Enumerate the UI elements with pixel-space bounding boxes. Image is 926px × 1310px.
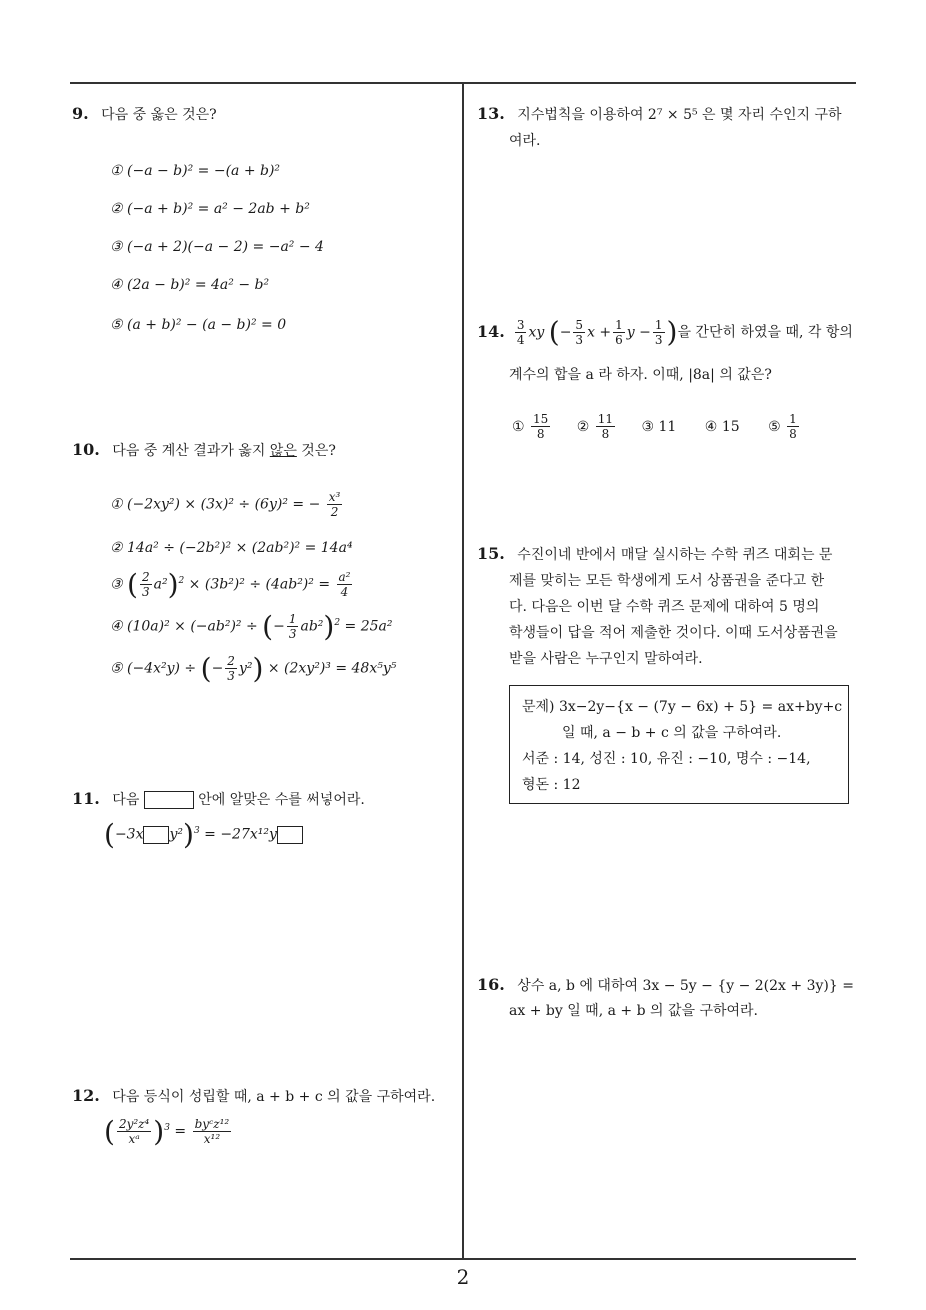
fraction [193, 1117, 232, 1146]
denominator: 4 [516, 333, 525, 347]
exponent: 2 [178, 575, 185, 586]
q9-option-3[interactable]: ③ (−a + 2)(−a − 2) = −a² − 4 [110, 239, 324, 255]
term: xy [528, 324, 545, 341]
fraction [787, 412, 799, 441]
exponent: 2 [334, 617, 341, 628]
numerator: 15 [533, 412, 549, 426]
denominator: 3 [227, 669, 235, 683]
denominator: xᵃ [128, 1132, 140, 1146]
option-text: ④ (10a)² × (−ab²)² ÷ [110, 618, 263, 635]
right-paren: ) [323, 610, 335, 643]
q9-option-5[interactable]: ⑤ (a + b)² − (a − b)² = 0 [110, 317, 287, 333]
q14-option-3[interactable] [642, 419, 677, 435]
left-paren: ( [104, 818, 115, 851]
q9-option-2[interactable]: ② (−a + b)² = a² − 2ab + b² [110, 201, 310, 217]
question-line-1: 지수법칙을 이용하여 2⁷ × 5⁵ 은 몇 자리 수인지 구하 [517, 107, 842, 123]
denominator: 3 [288, 627, 297, 641]
question-line-1: 상수 a, b 에 대하여 3x − 5y − {y − 2(2x + 3y)} = [517, 978, 854, 994]
right-paren: ) [167, 568, 179, 601]
fraction [225, 654, 237, 683]
eq-left: −3x [114, 826, 144, 843]
option-label: ② [576, 418, 590, 435]
numerator: 1 [654, 318, 663, 332]
fraction [287, 612, 299, 641]
question-number: 11. [72, 789, 100, 808]
numerator: a² [338, 570, 351, 584]
numerator: 1 [615, 318, 623, 332]
denominator: 3 [141, 585, 150, 599]
fraction [117, 1117, 151, 1146]
fraction [596, 412, 615, 441]
eq-mid: y² [169, 826, 184, 843]
q14-option-4[interactable] [705, 419, 740, 435]
question-11 [72, 786, 365, 813]
q14-option-5[interactable] [768, 412, 801, 441]
q10-option-5[interactable] [110, 652, 396, 685]
denominator: 8 [601, 427, 610, 441]
q10-option-4[interactable] [110, 610, 392, 643]
question-number: 14. [477, 321, 505, 341]
question-text-before: 다음 [112, 792, 140, 808]
left-paren: ( [200, 652, 212, 685]
tail: × (2xy²)³ = 48x⁵y⁵ [263, 660, 397, 677]
term: y − [626, 324, 651, 341]
question-9 [72, 101, 217, 128]
sign: − [211, 660, 224, 677]
question-15-line-3: 다. 다음은 이번 달 수학 퀴즈 문제에 대하여 5 명의 [509, 599, 820, 615]
q14-option-1[interactable] [512, 412, 552, 441]
box-line-3: 서준 : 14, 성진 : 10, 유진 : −10, 명수 : −14, [522, 751, 811, 767]
question-15-line-2: 제를 맞히는 모든 학생에게 도서 상품권을 준다고 한 [509, 573, 825, 589]
bottom-rule [70, 1258, 856, 1260]
option-value: 15 [721, 418, 740, 435]
question-10 [72, 437, 336, 464]
option-text: ⑤ (−4x²y) ÷ [110, 660, 201, 677]
numerator: 5 [575, 318, 584, 332]
answer-blank-box[interactable] [144, 791, 194, 809]
sign: − [273, 618, 285, 635]
denominator: 4 [340, 585, 349, 599]
denominator: x¹² [203, 1132, 221, 1146]
option-label: ③ [641, 418, 655, 435]
denominator: 6 [615, 333, 623, 347]
right-paren: ) [153, 1115, 165, 1148]
question-number: 16. [477, 975, 505, 994]
fraction [531, 412, 550, 441]
question-line-1: 수진이네 반에서 매달 실시하는 수학 퀴즈 대회는 문 [517, 547, 833, 563]
q9-option-4[interactable]: ④ (2a − b)² = 4a² − b² [110, 277, 270, 293]
equals: = [174, 1123, 191, 1140]
numerator: x³ [328, 490, 341, 504]
denominator: 8 [789, 427, 797, 441]
q10-option-2[interactable]: ② 14a² ÷ (−2b²)² × (2ab²)² = 14a⁴ [110, 540, 353, 556]
question-number: 15. [477, 544, 505, 563]
exponent: 3 [164, 1122, 170, 1133]
question-text-before: 다음 중 계산 결과가 옳지 [112, 443, 270, 459]
denominator: 3 [654, 333, 663, 347]
page-number: 2 [456, 1265, 470, 1289]
option-value: 11 [658, 418, 677, 435]
numerator: 2 [141, 570, 150, 584]
question-line-1-tail: 을 간단히 하였을 때, 각 항의 [677, 324, 853, 341]
question-number: 13. [477, 104, 505, 123]
option-label: ④ [704, 418, 718, 435]
term: x + [587, 324, 612, 341]
right-paren: ) [252, 652, 264, 685]
right-paren: ) [183, 818, 194, 851]
q11-equation [104, 818, 303, 851]
option-label: ① [512, 418, 525, 435]
option-label: ⑤ [768, 418, 781, 435]
question-13-line-2: 여라. [509, 133, 541, 149]
tail: = 25a² [340, 618, 393, 635]
question-16 [477, 972, 854, 999]
numerator: 1 [288, 612, 297, 626]
tail: × (3b²)² ÷ (4ab²)² = [184, 576, 335, 593]
numerator: 11 [597, 412, 614, 426]
question-text-after: 안에 알맞은 수를 써넣어라. [198, 792, 365, 808]
question-16-line-2: ax + by 일 때, a + b 의 값을 구하여라. [509, 1003, 759, 1019]
numerator: 3 [516, 318, 525, 332]
question-number: 10. [72, 440, 100, 459]
q10-option-3[interactable] [110, 568, 354, 601]
question-text-after: 것은? [296, 443, 336, 459]
question-text: 다음 등식이 성립할 때, a + b + c 의 값을 구하여라. [112, 1089, 436, 1105]
q14-option-2[interactable] [576, 412, 617, 441]
question-13 [477, 101, 842, 128]
box-line-2: 일 때, a − b + c 의 값을 구하여라. [562, 725, 782, 741]
term: y² [238, 660, 253, 677]
numerator: byᶜz¹² [194, 1117, 230, 1131]
problem-box [509, 685, 849, 804]
left-paren: ( [127, 568, 138, 601]
question-14-line-2: 계수의 합을 a 라 하자. 이때, |8a| 의 값은? [509, 367, 772, 383]
q14-options [512, 412, 801, 441]
question-15-line-4: 학생들이 답을 적어 제출한 것이다. 이때 도서상품권을 [509, 625, 838, 641]
numerator: 2y²z⁴ [118, 1117, 150, 1131]
box-line-4: 형돈 : 12 [522, 777, 581, 793]
column-divider [462, 82, 464, 1260]
left-paren: ( [548, 315, 560, 349]
answer-blank-box-2[interactable] [277, 826, 303, 844]
fraction [327, 490, 343, 519]
answer-blank-box-1[interactable] [143, 826, 169, 844]
sign: − [559, 324, 572, 341]
option-text: ① (−2xy²) × (3x)² ÷ (6y)² = − [110, 496, 321, 513]
denominator: 2 [330, 505, 339, 519]
exponent: 3 [193, 825, 200, 836]
left-paren: ( [262, 610, 274, 643]
fraction [573, 318, 585, 347]
term: ab² [300, 618, 324, 635]
fraction [337, 570, 353, 599]
box-line-1: 문제) 3x−2y−{x − (7y − 6x) + 5} = ax+by+c [522, 699, 843, 715]
question-number: 12. [72, 1086, 100, 1105]
q9-option-1[interactable]: ① (−a − b)² = −(a + b)² [110, 163, 281, 179]
question-14 [477, 315, 853, 349]
denominator: 3 [575, 333, 584, 347]
question-15 [477, 541, 832, 568]
q10-option-1[interactable] [110, 490, 344, 519]
question-text: 다음 중 옳은 것은? [101, 107, 217, 123]
right-paren: ) [666, 315, 678, 349]
q12-equation [104, 1115, 233, 1148]
numerator: 1 [789, 412, 797, 426]
fraction [515, 318, 527, 347]
fraction [653, 318, 665, 347]
term: a² [153, 576, 168, 593]
numerator: 2 [227, 654, 235, 668]
fraction [613, 318, 625, 347]
left-paren: ( [104, 1115, 115, 1148]
question-12 [72, 1083, 435, 1110]
eq-right: = −27x¹²y [204, 826, 277, 843]
question-15-line-5: 받을 사람은 누구인지 말하여라. [509, 651, 703, 667]
question-text-underline: 않은 [269, 443, 297, 459]
question-number: 9. [72, 104, 89, 123]
option-text: ③ [110, 576, 128, 593]
denominator: 8 [536, 427, 545, 441]
fraction [140, 570, 152, 599]
